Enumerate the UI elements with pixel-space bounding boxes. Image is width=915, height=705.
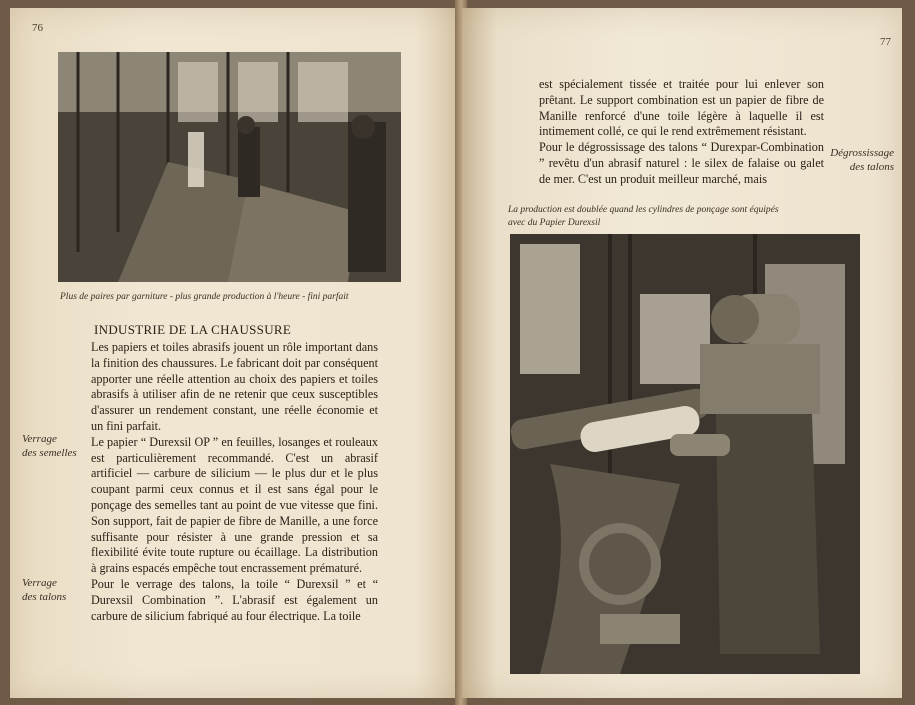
page-number: 77 xyxy=(880,36,891,48)
margin-note-degrossissage: Dégrossissage des talons xyxy=(830,147,894,173)
paragraph: Pour le verrage des talons, la toile “ Durexsil ” et “ Durexsil Combination ”. L'abrasif est également un carbure de silicium fabriqué au four électrique. La toile xyxy=(91,576,378,623)
photo-caption: Plus de paires par garniture - plus grande production à l'heure - fini parfait xyxy=(60,292,349,302)
right-body-text xyxy=(539,77,824,188)
worker-photo xyxy=(510,234,860,674)
paragraph: Les papiers et toiles abrasifs jouent un rôle important dans la finition des chaussures. Le fabricant doit par conséquent apporter une réelle attention au choix des papiers et toiles abrasifs à utiliser afin de ne retenir que ceux susceptibles d'assurer un rendement constant, une réelle économie et un fini parfait. xyxy=(91,340,378,433)
margin-note-talons: Verrage des talons xyxy=(22,577,67,603)
factory-photo xyxy=(58,52,401,282)
page-number: 76 xyxy=(32,22,43,34)
photo-caption: La production est doublée quand les cylindres de ponçage sont équipés avec du Papier Durexsil xyxy=(508,205,779,228)
left-body-text xyxy=(91,340,378,624)
paragraph: Pour le dégrossissage des talons “ Durexpar-Combination ” revêtu d'un abrasif naturel : le silex de falaise ou galet de mer. C'est un produit meilleur marché, mais xyxy=(539,140,824,186)
margin-note-semelles: Verrage des semelles xyxy=(22,433,77,459)
right-page xyxy=(462,8,902,698)
paragraph: Le papier “ Durexsil OP ” en feuilles, losanges et rouleaux est particulièrement recommandé. C'est un abrasif artificiel — carbure de silicium — le plus dur et le plus coupant parmi ceux connus et il est sans égal pour le ponçage des semelles tant au point de vue vitesse que fini. Son support, fait de papier de fibre de Manille, a une force suffisante pour résister à une grande pression et sa flexibilité évite toute rupture ou écaillage. La distribution à grains espacés empêche tout encrassement prématuré. xyxy=(91,434,378,576)
left-page xyxy=(10,8,460,698)
section-heading: INDUSTRIE DE LA CHAUSSURE xyxy=(94,322,292,337)
paragraph: est spécialement tissée et traitée pour lui enlever son prêtant. Le support combination est un papier de fibre de Manille renforcé d'une toile légère à laquelle il est intimement collé, ce qui le rend extrêmement résistant. xyxy=(539,77,824,139)
